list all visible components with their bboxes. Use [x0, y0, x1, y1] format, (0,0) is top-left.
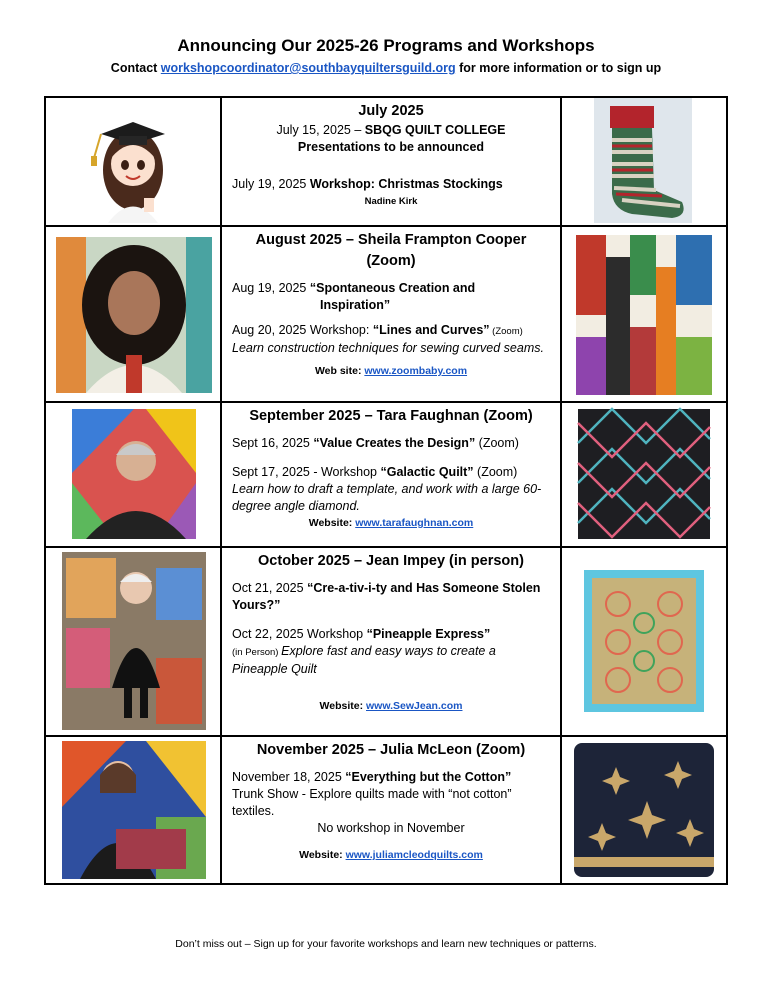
sunburst-quilt-icon [562, 737, 726, 881]
september-workshop-mode: (Zoom) [473, 465, 518, 479]
september-lecture-title: “Value Creates the Design” [313, 436, 476, 450]
october-workshop-desc: Explore fast and easy ways to create a Pineapple Quilt [232, 644, 496, 676]
november-quilt-image [561, 736, 727, 884]
contact-suffix: for more information or to sign up [455, 61, 662, 75]
row-july [45, 97, 727, 226]
october-lecture-title: “Cre-a-tiv-i-ty and Has Someone Stolen Yours?” [232, 581, 541, 612]
september-lecture-mode: (Zoom) [475, 436, 519, 450]
november-speaker-photo [45, 736, 221, 884]
november-web-link[interactable]: www.juliamcleodquilts.com [345, 849, 483, 861]
diamond-quilt-icon [562, 403, 726, 544]
row-november [45, 736, 727, 884]
july-college-date: July 15, 2025 – [276, 123, 365, 137]
october-speaker-photo [45, 547, 221, 736]
july-workshop-date: July 19, 2025 [232, 177, 310, 191]
july-graduate-image [45, 97, 221, 226]
november-heading: November 2025 – Julia McLeon (Zoom) [256, 742, 526, 758]
october-workshop-title: “Pineapple Express” [366, 627, 491, 641]
july-workshop-teacher: Nadine Kirk [364, 196, 418, 207]
august-workshop-title: “Lines and Curves” [372, 323, 490, 337]
august-heading-line2: (Zoom) [366, 253, 416, 269]
speaker-photo-icon [46, 227, 220, 399]
row-august [45, 226, 727, 402]
august-workshop-mode: (Zoom) [489, 326, 523, 337]
october-heading: October 2025 – Jean Impey (in person) [258, 553, 524, 569]
november-details [221, 736, 561, 884]
august-lecture-date: Aug 19, 2025 [232, 281, 310, 295]
row-september [45, 402, 727, 547]
speaker-photo-icon [46, 548, 220, 733]
july-heading: July 2025 [358, 103, 424, 119]
october-workshop-date: Oct 22, 2025 Workshop [232, 627, 367, 641]
september-workshop-date: Sept 17, 2025 - Workshop [232, 465, 381, 479]
september-web-link[interactable]: www.tarafaughnan.com [355, 517, 474, 529]
november-lecture-date: November 18, 2025 [232, 770, 346, 784]
pineapple-quilt-icon [562, 548, 726, 733]
contact-line [0, 61, 772, 75]
august-heading-line1: August 2025 – Sheila Frampton Cooper [255, 232, 527, 248]
september-details [221, 402, 561, 547]
row-october [45, 547, 727, 736]
november-no-workshop: No workshop in November [317, 821, 465, 835]
speaker-photo-icon [46, 737, 220, 881]
october-quilt-image [561, 547, 727, 736]
july-details [221, 97, 561, 226]
august-lecture-title-1: “Spontaneous Creation and [309, 281, 476, 295]
september-workshop-desc: Learn how to draft a template, and work with a large 60-degree angle diamond. [232, 482, 542, 513]
october-details [221, 547, 561, 736]
october-web-label: Website: [319, 700, 366, 712]
july-college-note: Presentations to be announced [297, 140, 485, 154]
july-workshop-title: Workshop: Christmas Stockings [309, 177, 503, 191]
contact-prefix: Contact [110, 61, 161, 75]
august-lecture-title-2: Inspiration” [320, 298, 391, 312]
july-college-title: SBQG QUILT COLLEGE [364, 123, 506, 137]
october-web-link[interactable]: www.SewJean.com [366, 700, 463, 712]
august-web-link[interactable]: www.zoombaby.com [364, 365, 468, 377]
september-web-label: Website: [308, 517, 356, 529]
august-web-label: Web site: [314, 365, 365, 377]
september-heading: September 2025 – Tara Faughnan (Zoom) [249, 408, 533, 424]
july-stocking-image [561, 97, 727, 226]
august-workshop-date: Aug 20, 2025 Workshop: [232, 323, 373, 337]
august-speaker-photo [45, 226, 221, 402]
coordinator-email-link[interactable]: workshopcoordinator@southbayquiltersguild.org [160, 61, 456, 75]
september-lecture-date: Sept 16, 2025 [232, 436, 314, 450]
abstract-quilt-icon [562, 227, 726, 399]
november-web-label: Website: [299, 849, 346, 861]
september-quilt-image [561, 402, 727, 547]
november-lecture-desc: Trunk Show - Explore quilts made with “not cotton” textiles. [232, 787, 512, 818]
christmas-stocking-icon [562, 98, 726, 223]
september-workshop-title: “Galactic Quilt” [380, 465, 474, 479]
november-lecture-title: “Everything but the Cotton” [345, 770, 512, 784]
footer-text: Don’t miss out – Sign up for your favorite workshops and learn new techniques or patterns. [175, 938, 597, 950]
august-workshop-desc: Learn construction techniques for sewing curved seams. [232, 341, 544, 355]
graduate-cartoon-icon [46, 98, 220, 223]
speaker-photo-icon [46, 403, 220, 544]
programs-table [44, 96, 728, 885]
october-workshop-mode: (in Person) [232, 647, 282, 658]
september-speaker-photo [45, 402, 221, 547]
october-lecture-date: Oct 21, 2025 [232, 581, 308, 595]
august-quilt-image [561, 226, 727, 402]
page-title: Announcing Our 2025-26 Programs and Workshops [177, 36, 595, 55]
august-details [221, 226, 561, 402]
